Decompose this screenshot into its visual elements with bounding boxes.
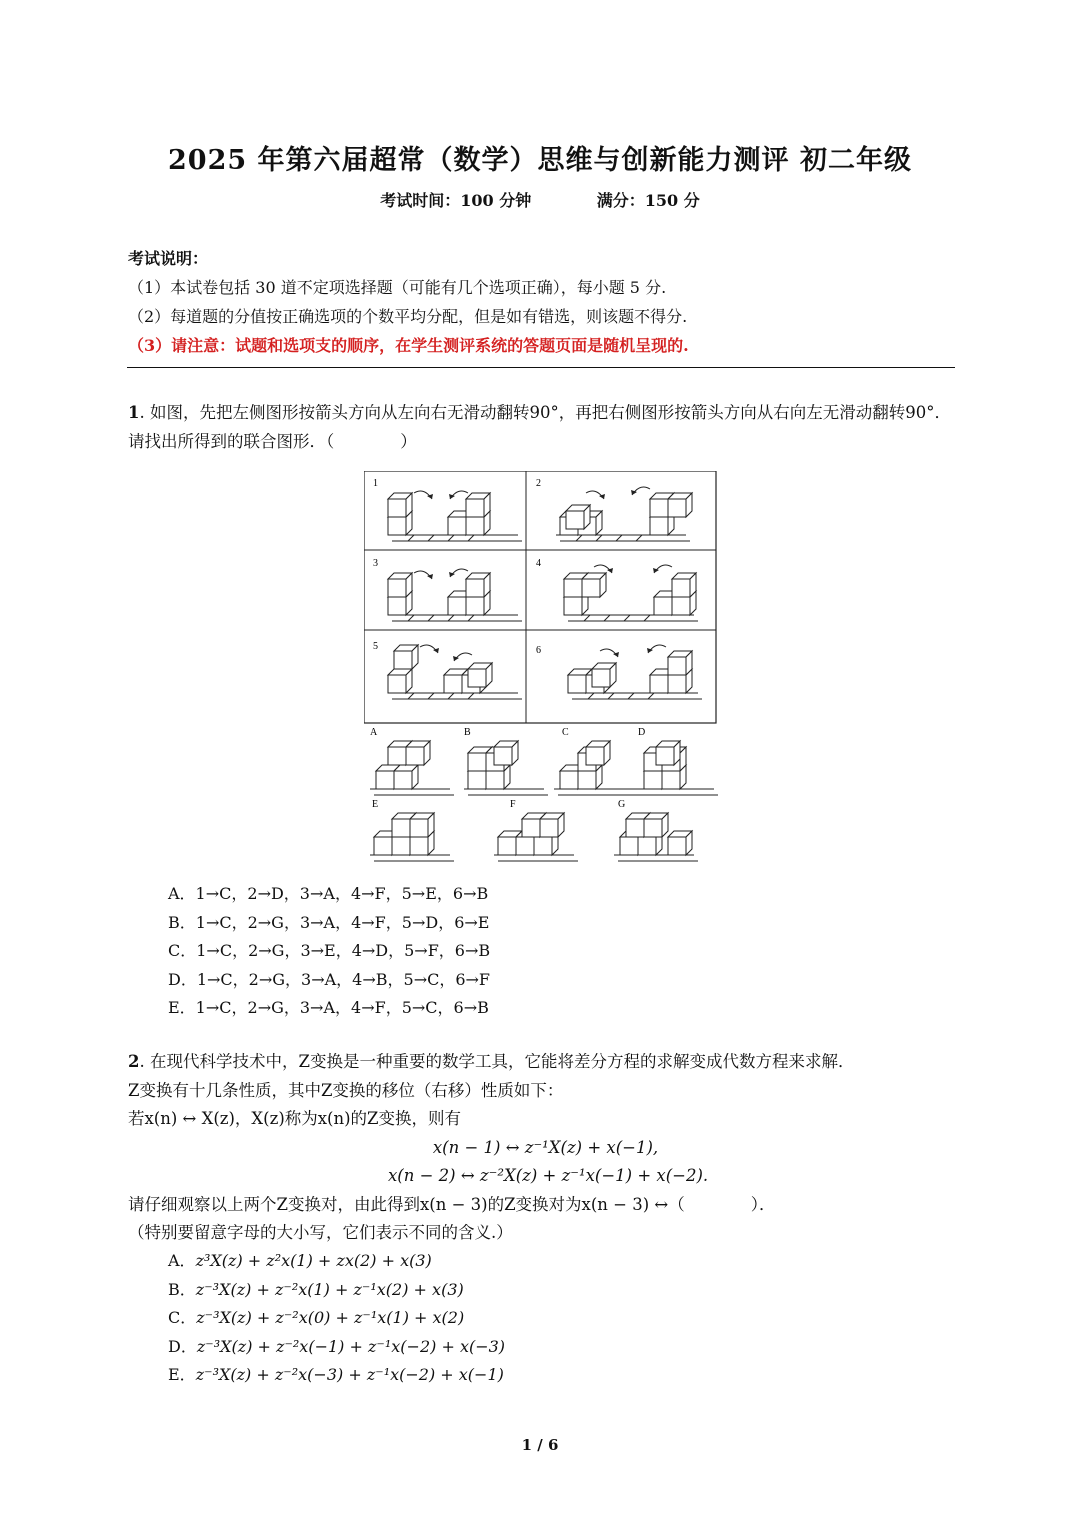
question-2-number: 2 [128,1052,140,1071]
divider [127,367,955,368]
exam-meta [0,188,1080,211]
answer-B [464,727,548,795]
question-2-line5: （特别要留意字母的大小写，它们表示不同的含义.） [128,1223,513,1242]
q2-option-A-label: A． [168,1251,196,1270]
panel-label-2: 2 [536,478,541,489]
answer-A [370,727,454,795]
question-1-number: 1 [128,403,140,422]
note-item-2: （2）每道题的分值按正确选项的个数平均分配，但是如有错选，则该题不得分. [128,307,688,326]
q1-option-C[interactable]: C．1→C，2→G，3→E，4→D，5→F，6→B [168,941,491,960]
note-item-1: （1）本试卷包括 30 道不定项选择题（可能有几个选项正确），每小题 5 分. [128,278,667,297]
q1-option-A[interactable]: A．1→C，2→D，3→A，4→F，5→E，6→B [168,884,489,903]
panel-label-5: 5 [373,641,378,652]
q1-option-D[interactable]: D．1→C，2→G，3→A，4→B，5→C，6→F [168,969,491,989]
q1-option-B[interactable]: B．1→C，2→G，3→A，4→F，5→D，6→E [168,912,490,932]
answer-label-C: C [562,727,569,738]
q2-option-C[interactable] [168,1304,505,1333]
question-2-line1: . 在现代科学技术中，Z变换是一种重要的数学工具，它能将差分方程的求解变成代数方程来求解． [139,1052,855,1071]
q2-option-B-formula: z⁻³X(z) + z⁻²x(1) + z⁻¹x(2) + x(3) [195,1279,464,1299]
exam-score: 满分：150 分 [596,191,700,210]
q2-option-E-formula: z⁻³X(z) + z⁻²x(−3) + z⁻¹x(−2) + x(−1) [195,1365,504,1384]
exam-time: 考试时间：100 分钟 [380,191,532,210]
panel-label-3: 3 [373,558,378,569]
q2-option-E-label: E． [168,1365,196,1384]
note-item-3: （3）请注意：试题和选项支的顺序，在学生测评系统的答题页面是随机呈现的. [128,336,689,355]
page-title: 2025 年第六届超常（数学）思维与创新能力测评 初二年级 [168,145,912,176]
q2-option-B-label: B． [168,1279,196,1299]
question-1-stem [128,398,958,456]
question-2-options [168,1247,505,1390]
answer-G [614,799,698,861]
q2-option-D[interactable] [168,1333,505,1362]
notes-heading: 考试说明： [128,249,209,268]
answer-C [554,727,638,795]
q2-option-C-label: C． [168,1308,197,1327]
answer-label-F: F [510,799,516,810]
answer-label-B: B [464,727,471,738]
panel-label-4: 4 [536,558,541,569]
panel-label-1: 1 [373,478,378,489]
answer-label-A: A [370,727,378,738]
exam-notes [128,244,689,360]
q2-option-C-formula: z⁻³X(z) + z⁻²x(0) + z⁻¹x(1) + x(2) [196,1308,465,1327]
answer-label-E: E [372,799,379,810]
question-2-eq1: x(n − 1) ↔ z⁻¹X(z) + x(−1), [432,1137,659,1157]
question-1-figure [364,471,720,867]
question-2-line4: 请仔细观察以上两个Z变换对，由此得到x(n − 3)的Z变换对为x(n − 3) ↔（ ）． [128,1194,776,1214]
answer-label-G: G [618,799,626,810]
page-number: 1 / 6 [521,1436,559,1454]
question-1-text: . 如图，先把左侧图形按箭头方向从左向右无滑动翻转90°，再把右侧图形按箭头方向从右向左无滑动翻转90°．请找出所得到的联合图形．（ ） [128,403,951,451]
question-2-line3: 若x(n) ↔ X(z)，X(z)称为x(n)的Z变换，则有 [128,1109,462,1128]
answer-D [634,727,718,795]
q2-option-D-label: D． [168,1336,197,1356]
q2-option-D-formula: z⁻³X(z) + z⁻²x(−1) + z⁻¹x(−2) + x(−3) [196,1336,506,1356]
answer-F [494,799,578,861]
question-2-eq2: x(n − 2) ↔ z⁻²X(z) + z⁻¹x(−1) + x(−2). [388,1166,709,1185]
q2-option-A-formula: z³X(z) + z²x(1) + zx(2) + x(3) [195,1251,432,1270]
answer-E [370,799,454,861]
panel-label-6: 6 [536,645,541,656]
answer-label-D: D [638,727,646,738]
question-1-options [168,880,490,1023]
q2-option-A[interactable] [168,1247,505,1276]
q2-option-B[interactable] [168,1276,505,1305]
question-2-line2: Z变换有十几条性质，其中Z变换的移位（右移）性质如下： [128,1080,564,1100]
question-2-stem [128,1048,963,1248]
q2-option-E[interactable] [168,1361,505,1390]
q1-option-E[interactable]: E．1→C，2→G，3→A，4→F，5→C，6→B [168,998,489,1017]
